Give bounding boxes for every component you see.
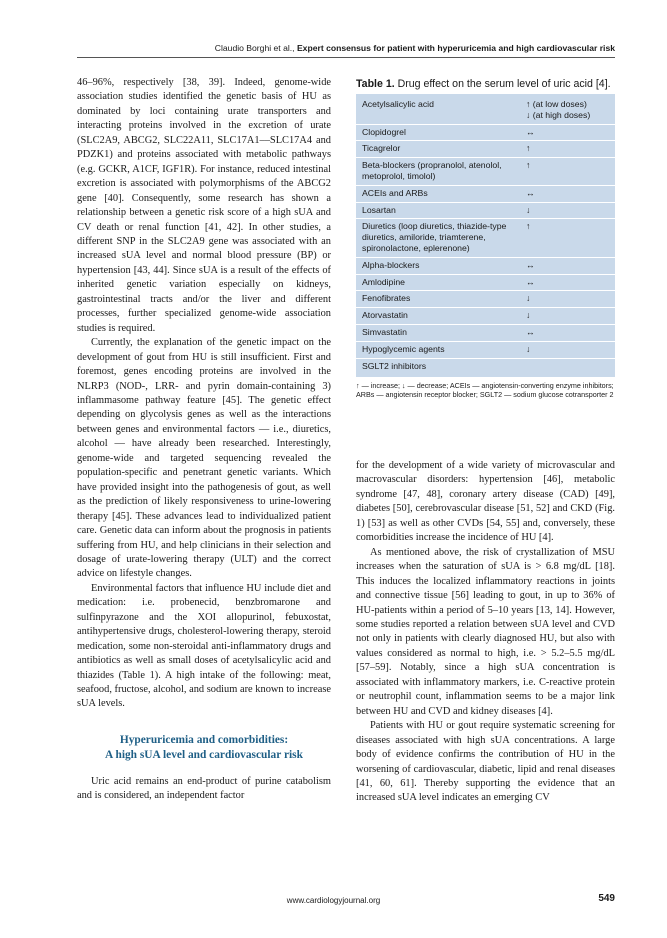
table-caption-label: Table 1. bbox=[356, 78, 395, 90]
table-row bbox=[356, 158, 615, 186]
table-row bbox=[356, 325, 615, 342]
drug-effect-cell: ↔ bbox=[526, 276, 535, 287]
section-heading-line-2: A high sUA level and cardiovascular risk bbox=[105, 748, 303, 761]
drug-effect-cell: ↓ bbox=[526, 204, 531, 215]
drug-name-cell: Hypoglycemic agents bbox=[362, 343, 445, 354]
table-row bbox=[356, 308, 615, 325]
drug-name-cell: Diuretics (loop diuretics, thiazide-type diuretics, amiloride, triamterene, spironolactone, eplerenone) bbox=[362, 221, 507, 253]
table-row bbox=[356, 258, 615, 275]
drug-name-cell: Clopidogrel bbox=[362, 126, 406, 137]
table-row bbox=[356, 359, 615, 375]
left-paragraph-3: Environmental factors that influence HU include diet and medication: i.e. probenecid, benzbromarone and sulfinpyrazone and the XOI allopurinol, febuxostat, antihypertensive drugs, cholesterol-lowering therapy, steroid medication, some non-steroidal anti-inflammatory drugs and antibiotics as well as small doses of acetylsalicylic acid and thiazides (Table 1). A high intake of the following: meat, seafood, fructose, alcohol, and sodium are known to increase sUA levels. bbox=[77, 582, 331, 710]
table-1 bbox=[356, 78, 615, 400]
left-column bbox=[77, 76, 331, 804]
page-number: 549 bbox=[598, 893, 615, 904]
table-row bbox=[356, 203, 615, 220]
running-header bbox=[150, 43, 615, 53]
drug-name-cell: Simvastatin bbox=[362, 326, 407, 337]
drug-effect-cell: ↑ bbox=[526, 221, 531, 232]
drug-name-cell: Atorvastatin bbox=[362, 310, 408, 321]
table-caption bbox=[356, 78, 615, 91]
table-row bbox=[356, 186, 615, 203]
table-row bbox=[356, 97, 615, 125]
table-body bbox=[356, 94, 615, 377]
footer-url: www.cardiologyjournal.org bbox=[286, 896, 381, 905]
header-title: Expert consensus for patient with hyperuricemia and high cardiovascular risk bbox=[296, 43, 615, 53]
header-rule bbox=[77, 57, 615, 58]
drug-effect-cell: ↓ bbox=[526, 310, 531, 321]
drug-name-cell: ACEIs and ARBs bbox=[362, 187, 428, 198]
table-row bbox=[356, 141, 615, 158]
drug-effect-cell: ↔ bbox=[526, 187, 535, 198]
left-paragraph-1: 46–96%, respectively [38, 39]. Indeed, genome-wide association studies identified the genetic basis of HU as dominated by loci containing urate transporters and interacting proteins involved in the excretion of urate (SLC2A9, ABCG2, SLC22A11, SLC17A1––SLC17A4 and PDZK1) and proteins associated with metabolic pathways (e.g. GCKR, A1CF, IGF1R). For instance, reduced intestinal excretion is associated with polymorphisms of the ABCG2 gene [40]. Consequently, some research has shown a relationship between a genetic risk score of a high sUA and CV death or renal function [41, 42]. In other studies, a different SNP in the SLC2A9 gene was associated with an increased sUA level and normal blood pressure (BP) or hypertension [43, 44]. Since sUA is a result of the effects of inherited genetic variation especially on kidneys, gastrointestinal tracts and/or the liver and different processes, further specialized genome-wide association studies is required. bbox=[77, 77, 331, 334]
left-paragraph-4: Uric acid remains an end-product of purine catabolism and is considered, an independent factor bbox=[77, 775, 331, 802]
table-row bbox=[356, 219, 615, 257]
table-row bbox=[356, 125, 615, 142]
drug-effect-cell: ↔ bbox=[526, 259, 535, 270]
drug-name-cell: Fenofibrates bbox=[362, 293, 411, 304]
drug-effect-cell: ↑ bbox=[526, 143, 531, 154]
right-paragraph-3: Patients with HU or gout require systematic screening for diseases associated with high sUA concentrations. A large body of evidence confirms the contribution of HU in the worsening of cardiovascular, diabetic, lipid and renal diseases [41, 60, 61]. Thereby supporting the evidence that an increased sUA level indicates an emerging CV bbox=[356, 720, 615, 804]
drug-effect-cell: ↓ bbox=[526, 343, 531, 354]
drug-name-cell: Alpha-blockers bbox=[362, 259, 420, 270]
drug-effect-cell: ↑ (at low doses) ↓ (at high doses) bbox=[526, 99, 591, 120]
drug-name-cell: Amlodipine bbox=[362, 276, 405, 287]
drug-name-cell: Beta-blockers (propranolol, atenolol, metoprolol, timolol) bbox=[362, 160, 502, 181]
drug-effect-cell bbox=[512, 361, 609, 372]
drug-effect-cell: ↔ bbox=[526, 126, 535, 137]
section-heading-line-1: Hyperuricemia and comorbidities: bbox=[119, 733, 289, 746]
right-paragraph-1: for the development of a wide variety of microvascular and macrovascular disorders: hypertension [46], metabolic syndrome [47, 48], coronary artery disease (CAD) [49], diabetes [50], cerebrovascular disease [51, 52] and CKD (Fig. 1) [53] as well as other CVDs [54, 55] and, conversely, these comorbidities increase the incidence of HU [4]. bbox=[356, 460, 615, 544]
table-caption-text: Drug effect on the serum level of uric acid [4]. bbox=[394, 78, 611, 90]
drug-name-cell: Ticagrelor bbox=[362, 143, 401, 154]
right-paragraph-2: As mentioned above, the risk of crystallization of MSU increases when the saturation of sUA is > 6.8 mg/dL [18]. This induces the localized inflammatory reactions in joints and connective tissue [56] leading to gout, in up to 36% of HU-patients within a period of 5–10 years [13, 14]. However, some studies reported a relation between sUA level and CVD not only in patients with clearly diagnosed HU, but also with values considered as normal to high, i.e. > 5.2–5.5 mg/dL [57–59]. Notably, since a high sUA concentration is associated with inflammatory markers, i.e. C-reactive protein or neutrophil count, inflammation seems to be a major link between HU and CVD and kidney diseases [4]. bbox=[356, 546, 615, 717]
section-heading bbox=[77, 733, 331, 763]
table-row bbox=[356, 342, 615, 359]
drug-name-cell: SGLT2 inhibitors bbox=[362, 360, 427, 371]
right-column bbox=[356, 459, 615, 806]
drug-effect-cell: ↑ bbox=[526, 160, 531, 171]
drug-name-cell: Losartan bbox=[362, 204, 396, 215]
header-authors: Claudio Borghi et al., bbox=[214, 43, 295, 53]
drug-name-cell: Acetylsalicylic acid bbox=[362, 99, 434, 109]
table-footnote: ↑ — increase; ↓ — decrease; ACEIs — angiotensin-converting enzyme inhibitors; ARBs — angiotensin receptor blocker; SGLT2 — sodium glucose cotransporter 2 bbox=[356, 381, 614, 399]
drug-effect-cell: ↔ bbox=[526, 326, 535, 337]
drug-effect-cell: ↓ bbox=[526, 293, 531, 304]
table-row bbox=[356, 291, 615, 308]
left-paragraph-2: Currently, the explanation of the genetic impact on the development of gout from HU is still insufficient. First and foremost, genes encoding proteins are involved in the NLRP3 (NOD-, LRR- and pyrin domain-containing 3) inflammasome pathway feature [45]. The genetic effect depending on glycolysis genes as well as the interactions between genes and environmental factors — i.e., diuretics, alcohol — have already been researched. Interestingly, genome-wide and targeted sequencing revealed the population-specific and penetrant genetic variants. Which have provided insight into the pathogenesis of gout, as well as the prediction of likely responsiveness to urine-lowering therapy [45]. These advances lead to individualized patient care. Genetic data can inform about the prognosis in patients suffering from HU, and help clinicians in their selection and dosage of urate-lowering therapy (ULT) and the correct advice on lifestyle changes. bbox=[77, 337, 331, 580]
table-row bbox=[356, 275, 615, 292]
